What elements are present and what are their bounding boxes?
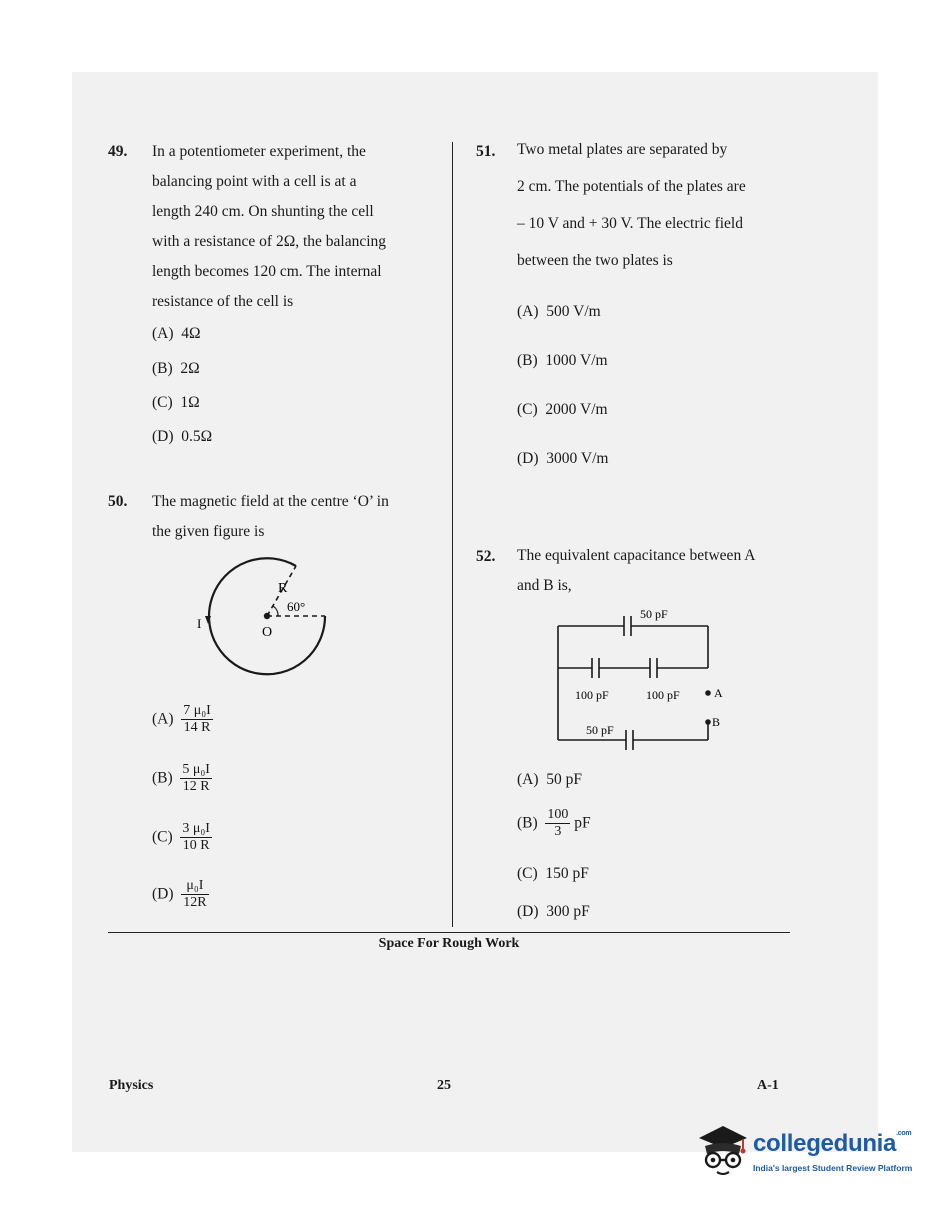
q51-question — [517, 131, 792, 279]
node-b-point — [705, 719, 711, 725]
q49-line: length becomes 120 cm. The internal — [152, 263, 382, 280]
q51-option-c[interactable] — [517, 401, 608, 419]
fraction-denominator: 12R — [183, 895, 207, 910]
q49-option-a[interactable] — [152, 325, 201, 343]
q51-line: – 10 V and + 30 V. The electric field — [517, 215, 743, 232]
q52-option-b[interactable] — [517, 807, 591, 840]
q52-line: The equivalent capacitance between A — [517, 547, 756, 564]
option-text: 300 pF — [546, 903, 590, 920]
option-label: (D) — [152, 428, 174, 445]
fraction-numerator: 100 — [547, 807, 569, 822]
option-label: (A) — [517, 771, 539, 788]
option-text: 1000 V/m — [545, 352, 608, 369]
node-b-label: B — [712, 715, 721, 729]
q49-option-d[interactable] — [152, 428, 212, 446]
option-label: (D) — [517, 903, 539, 920]
option-text: 50 pF — [546, 771, 583, 788]
q51-option-a[interactable] — [517, 303, 601, 321]
q49-number: 49. — [108, 143, 128, 160]
q52-option-c[interactable] — [517, 865, 589, 883]
q52-option-a[interactable] — [517, 771, 582, 789]
footer-code: A-1 — [757, 1078, 779, 1093]
option-label: (D) — [152, 885, 174, 903]
rough-work-divider — [108, 932, 790, 933]
option-fraction — [545, 807, 570, 840]
option-label: (B) — [517, 814, 538, 832]
logo-wordmark — [753, 1130, 911, 1158]
q52-option-d[interactable] — [517, 903, 590, 921]
logo-tagline: India's largest Student Review Platform — [753, 1163, 913, 1173]
top-cap-label: 50 pF — [640, 607, 668, 621]
fraction-numerator: 5 μ₀I — [182, 762, 210, 777]
option-label: (C) — [152, 394, 173, 411]
q50-number: 50. — [108, 493, 128, 510]
option-label: (C) — [152, 828, 173, 846]
q50-option-c[interactable] — [152, 821, 212, 854]
q52-circuit — [550, 600, 730, 750]
q51-line: 2 cm. The potentials of the plates are — [517, 178, 746, 195]
option-text: 4Ω — [181, 325, 201, 342]
option-fraction — [180, 821, 212, 854]
node-a-label: A — [714, 686, 723, 700]
logo-name: collegedunia — [753, 1130, 897, 1157]
q51-option-d[interactable] — [517, 450, 608, 468]
q49-question — [152, 137, 427, 317]
option-text: 500 V/m — [546, 303, 601, 320]
option-label: (B) — [152, 769, 173, 787]
q51-line: between the two plates is — [517, 252, 673, 269]
option-text: 0.5Ω — [181, 428, 213, 445]
fraction-denominator: 10 R — [182, 838, 210, 853]
bottom-cap-label: 50 pF — [586, 723, 614, 737]
q49-line: resistance of the cell is — [152, 293, 294, 310]
option-text: 1Ω — [180, 394, 200, 411]
option-text: 150 pF — [545, 865, 589, 882]
option-label: (A) — [152, 710, 174, 728]
mid-right-cap-label: 100 pF — [646, 688, 680, 702]
column-divider — [452, 142, 453, 927]
option-label: (A) — [517, 303, 539, 320]
q50-option-b[interactable] — [152, 762, 212, 795]
q49-line: length 240 cm. On shunting the cell — [152, 203, 374, 220]
option-label: (B) — [152, 360, 173, 377]
option-label: (C) — [517, 865, 538, 882]
footer-subject: Physics — [109, 1078, 154, 1093]
q50-line: the given figure is — [152, 523, 265, 540]
footer-page-number: 25 — [437, 1078, 451, 1093]
option-label: (C) — [517, 401, 538, 418]
q49-line: In a potentiometer experiment, the — [152, 143, 366, 160]
center-label: O — [262, 625, 273, 640]
q50-option-a[interactable] — [152, 703, 213, 736]
fraction-numerator: 7 μ₀I — [183, 703, 211, 718]
q49-option-c[interactable] — [152, 394, 200, 412]
rough-work-label: Space For Rough Work — [378, 936, 520, 951]
fraction-numerator: 3 μ₀I — [182, 821, 210, 836]
option-label: (B) — [517, 352, 538, 369]
fraction-denominator: 14 R — [183, 720, 211, 735]
q52-number: 52. — [476, 548, 496, 565]
q51-line: Two metal plates are separated by — [517, 141, 728, 158]
q50-line: The magnetic field at the centre ‘O’ in — [152, 493, 389, 510]
radius-label: R — [278, 581, 288, 596]
q49-line: with a resistance of 2Ω, the balancing — [152, 233, 387, 250]
current-label: I — [197, 616, 202, 631]
node-a-point — [705, 690, 711, 696]
option-label: (D) — [517, 450, 539, 467]
option-text: 3000 V/m — [546, 450, 609, 467]
q51-number: 51. — [476, 143, 496, 160]
q50-option-d[interactable] — [152, 878, 209, 911]
option-fraction — [181, 703, 213, 736]
q49-option-b[interactable] — [152, 360, 200, 378]
option-unit: pF — [574, 814, 591, 832]
q51-option-b[interactable] — [517, 352, 608, 370]
mid-left-cap-label: 100 pF — [575, 688, 609, 702]
collegedunia-mascot-icon — [693, 1120, 751, 1178]
fraction-denominator: 3 — [554, 824, 562, 839]
q50-question — [152, 487, 427, 547]
logo-tld: .com — [896, 1130, 912, 1137]
option-fraction — [181, 878, 208, 911]
option-text: 2000 V/m — [545, 401, 608, 418]
center-point — [264, 613, 270, 619]
option-fraction — [180, 762, 212, 795]
angle-arc — [273, 606, 278, 616]
q49-line: balancing point with a cell is at a — [152, 173, 357, 190]
option-label: (A) — [152, 325, 174, 342]
fraction-numerator: μ₀I — [181, 878, 208, 895]
q52-line: and B is, — [517, 577, 572, 594]
angle-label: 60° — [287, 599, 306, 614]
fraction-denominator: 12 R — [182, 779, 210, 794]
q50-figure — [195, 548, 345, 683]
q52-question — [517, 541, 797, 601]
option-text: 2Ω — [180, 360, 200, 377]
